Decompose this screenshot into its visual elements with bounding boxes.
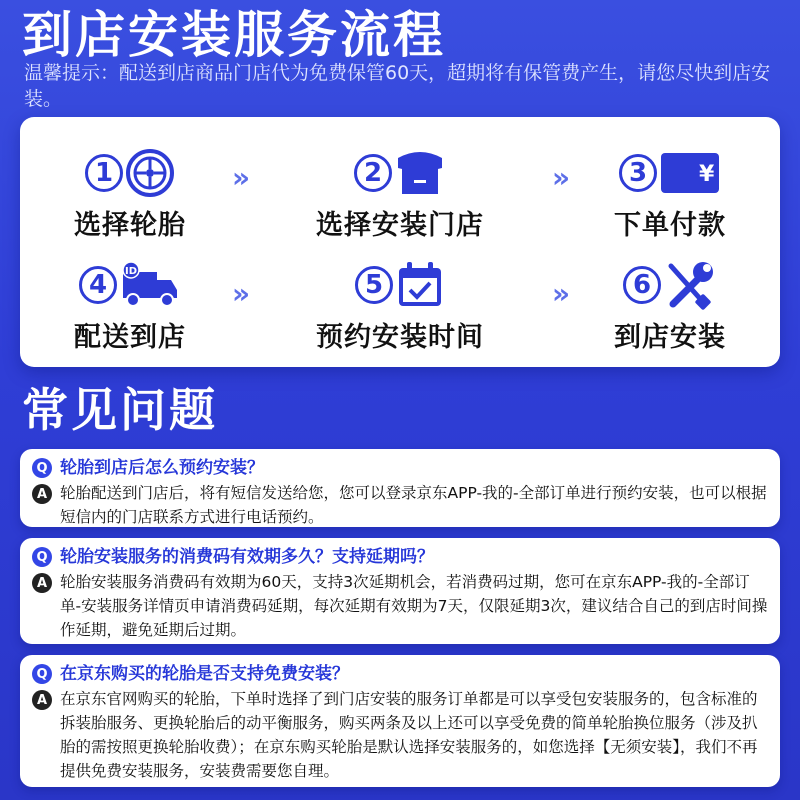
faq-question-3: 在京东购买的轮胎是否支持免费安装？	[60, 664, 349, 684]
arrow-2: »	[552, 161, 561, 194]
notice-text: 温馨提示：配送到店商品门店代为免费保管60天，超期将有保管费产生，请您尽快到店安装。	[24, 62, 771, 110]
wrench-screwdriver-icon	[663, 258, 717, 312]
arrow-1: »	[232, 161, 241, 194]
faq-card-1	[20, 449, 780, 527]
faq-answer-3: 在京东官网购买的轮胎，下单时选择了到门店安装的服务订单都是可以享受包安装服务的，包含标准的拆装胎服务、更换轮胎后的动平衡服务，购买两条及以上还可以享受免费的简单轮胎换位服务（涉及扒胎的需按照更换轮胎收费）；在京东购买轮胎是默认选择安装服务的，如您选择【无须安装】，我们不再提供免费安装服务，安装费需要您自理。	[60, 690, 758, 780]
step-2	[310, 145, 490, 242]
step-1	[40, 145, 220, 242]
process-panel	[20, 117, 780, 367]
step-2-number: 2	[354, 154, 392, 192]
answer-badge: A	[32, 484, 52, 504]
step-3-label: 下单付款	[614, 210, 726, 241]
arrow-4: »	[552, 277, 561, 310]
step-6-number: 6	[623, 266, 661, 304]
faq-title: 常见问题	[22, 383, 218, 437]
step-5-label: 预约安装时间	[316, 322, 484, 353]
step-4-number: 4	[79, 266, 117, 304]
faq-answer-2: 轮胎安装服务消费码有效期为60天，支持3次延期机会，若消费码过期，您可在京东APP-我的-全部订单-安装服务详情页申请消费码延期，每次延期有效期为7天，仅限延期3次，建议结合自己的到店时间操作延期，避免延期后过期。	[60, 573, 768, 639]
step-6	[580, 257, 760, 354]
calendar-check-icon	[395, 260, 445, 310]
id-tag: ID	[125, 266, 138, 277]
step-4	[40, 257, 220, 354]
page-title: 到店安装服务流程	[22, 6, 446, 64]
step-5	[310, 257, 490, 354]
faq-answer-1: 轮胎配送到门店后，将有短信发送给您，您可以登录京东APP-我的-全部订单进行预约安装，也可以根据短信内的门店联系方式进行电话预约。	[60, 484, 767, 526]
faq-question-1: 轮胎到店后怎么预约安装？	[60, 458, 264, 478]
store-icon	[394, 148, 446, 198]
step-4-label: 配送到店	[74, 322, 186, 353]
step-2-label: 选择安装门店	[316, 210, 484, 241]
tire-icon	[125, 148, 175, 198]
payment-card-icon	[659, 151, 721, 195]
faq-question-2: 轮胎安装服务的消费码有效期多久？支持延期吗？	[60, 547, 434, 567]
step-1-label: 选择轮胎	[74, 210, 186, 241]
yen-symbol: ¥	[699, 162, 715, 187]
step-5-number: 5	[355, 266, 393, 304]
question-badge: Q	[32, 547, 52, 567]
step-3	[580, 145, 760, 242]
delivery-truck-icon	[119, 260, 181, 310]
step-3-number: 3	[619, 154, 657, 192]
step-6-label: 到店安装	[614, 322, 726, 353]
arrow-3: »	[232, 277, 241, 310]
faq-card-3	[20, 655, 780, 787]
faq-card-2	[20, 538, 780, 644]
step-1-number: 1	[85, 154, 123, 192]
answer-badge: A	[32, 690, 52, 710]
question-badge: Q	[32, 664, 52, 684]
answer-badge: A	[32, 573, 52, 593]
question-badge: Q	[32, 458, 52, 478]
